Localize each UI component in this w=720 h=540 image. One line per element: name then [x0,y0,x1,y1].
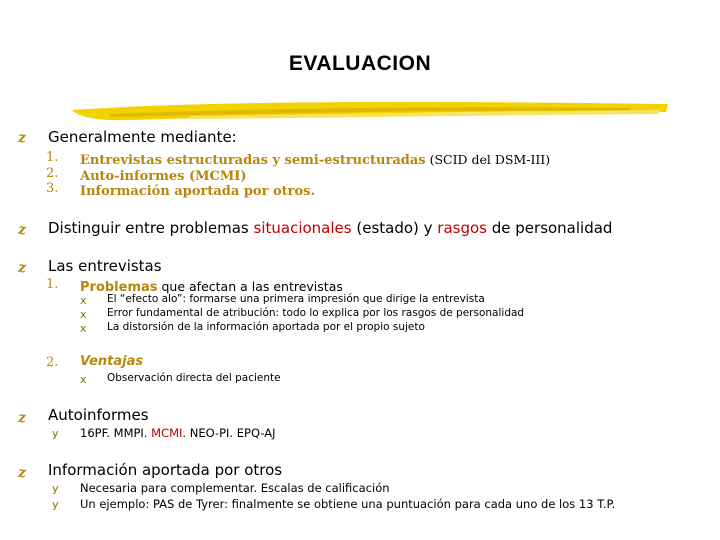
s2-mid: (estado) y [351,219,438,237]
s1-item-1-rest: (SCID del DSM-III) [425,152,551,167]
bullet-icon: z [18,260,26,276]
s1-item-2-bold: Auto-informes (MCMI) [80,169,247,184]
s2-highlight-situacionales: situacionales [253,219,352,237]
x-bullet-icon: x [80,308,87,321]
s3-p1-item-2: Error fundamental de atribución: todo lo explica por los rasgos de personalidad [107,307,525,319]
section-4-label: Autoinformes [48,406,149,424]
y-bullet-icon: y [52,482,59,495]
s2-pre: Distinguir entre problemas [48,219,254,237]
s5-item-2: Un ejemplo: PAS de Tyrer: finalmente se obtiene una puntuación para cada uno de los 13 T.P. [80,497,616,511]
s4-post: . NEO-PI. EPQ-AJ [182,426,276,440]
s3-p2-item-1: Observación directa del paciente [107,372,281,384]
s3-p1-item-1: El “efecto alo”: formarse una primera impresión que dirige la entrevista [107,293,485,305]
s2-highlight-rasgos: rasgos [437,219,487,237]
s2-post: de personalidad [486,219,613,237]
s5-item-1: Necesaria para complementar. Escalas de calificación [80,481,390,495]
s4-highlight-mcmi: MCMI [151,426,183,440]
s1-item-2-number: 2. [46,166,59,181]
section-5-label: Información aportada por otros [48,461,283,479]
bullet-icon: z [18,130,26,146]
s1-item-3-bold: Información aportada por otros. [80,184,316,199]
s4-pre: 16PF. MMPI. [80,426,152,440]
s3-p2-number: 2. [46,355,59,370]
x-bullet-icon: x [80,294,87,307]
section-2-text [48,219,612,237]
page-title: EVALUACION [288,52,432,75]
s1-item-3 [80,180,315,199]
s3-p2-bold: Ventajas [80,354,144,369]
s4-item [80,426,275,440]
s3-p1-number: 1. [46,277,59,292]
bullet-icon: z [18,410,26,426]
s1-item-1-bold: Entrevistas estructuradas y semi-estructuradas [80,153,426,168]
bullet-icon: z [18,465,26,481]
bullet-icon: z [18,222,26,238]
s3-p1-rest: que afectan a las entrevistas [157,279,343,294]
s3-p1-bold: Problemas [80,280,158,295]
s1-item-3-number: 3. [46,181,59,196]
y-bullet-icon: y [52,498,59,511]
title-underline-brush [70,96,670,126]
y-bullet-icon: y [52,427,59,440]
x-bullet-icon: x [80,373,87,386]
s3-p1-item-3: La distorsión de la información aportada por el propio sujeto [107,321,425,333]
x-bullet-icon: x [80,322,87,335]
s1-item-1-number: 1. [46,150,59,165]
section-3-label: Las entrevistas [48,257,162,275]
section-1-label: Generalmente mediante: [48,128,237,146]
